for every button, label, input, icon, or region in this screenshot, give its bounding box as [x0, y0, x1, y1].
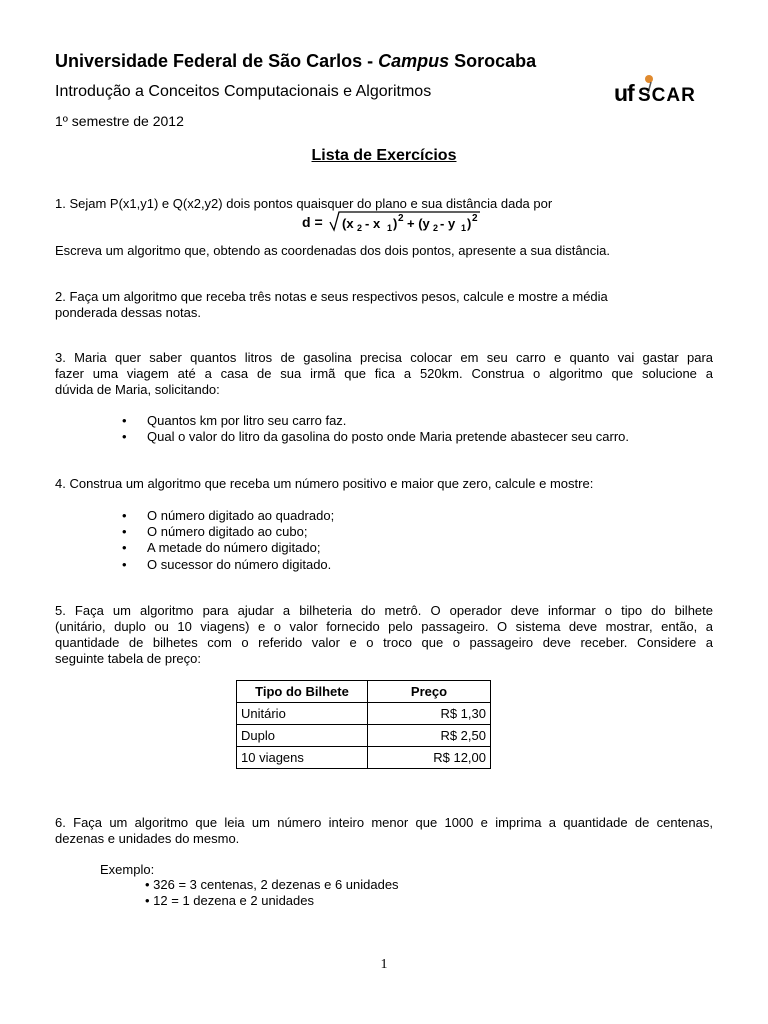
table-cell-type: 10 viagens	[237, 747, 368, 769]
svg-text:2: 2	[357, 223, 363, 233]
table-row	[237, 703, 491, 725]
ufscar-logo	[614, 70, 710, 106]
svg-text:d =: d =	[302, 214, 323, 230]
university-heading: Universidade Federal de São Carlos - Campus Sorocaba	[55, 51, 537, 71]
distance-formula	[302, 210, 482, 237]
svg-text:2: 2	[398, 213, 404, 224]
exercise-6-text: 6. Faça um algoritmo que leia um número inteiro menor que 1000 e imprima a quantidade de centenas, dezenas e unidades do mesmo.	[55, 815, 713, 846]
example-item: • 326 = 3 centenas, 2 dezenas e 6 unidades	[145, 877, 399, 892]
svg-text:+ (y: + (y	[407, 216, 430, 231]
ticket-price-table	[236, 680, 491, 769]
svg-text:- x: - x	[365, 216, 381, 231]
table-cell-price: R$ 2,50	[368, 725, 491, 747]
exercise-3-bullet: • Quantos km por litro seu carro faz.	[122, 413, 347, 428]
page-number: 1	[380, 957, 388, 972]
svg-text:SCAR: SCAR	[638, 85, 696, 106]
exercise-5-text: 5. Faça um algoritmo para ajudar a bilheteria do metrô. O operador deve informar o tipo do bilhete (unitário, duplo ou 10 viagens) e o valor fornecido pelo passageiro. O sistema deve mostrar, então, a quantidade de bilhetes com o referido valor e o troco que o passageiro deve receber. Considere a seguinte tabela de preço:	[55, 603, 713, 666]
svg-text:2: 2	[433, 223, 439, 233]
campus-word: Campus	[378, 51, 450, 71]
table-cell-price: R$ 1,30	[368, 703, 491, 725]
table-row	[237, 725, 491, 747]
example-label: Exemplo:	[100, 862, 155, 877]
svg-text:): )	[467, 216, 472, 231]
exercise-4-bullet: • A metade do número digitado;	[122, 540, 321, 555]
table-cell-type: Duplo	[237, 725, 368, 747]
exercise-1-task: Escreva um algoritmo que, obtendo as coordenadas dos dois pontos, apresente a sua distância.	[55, 243, 611, 258]
svg-text:uf: uf	[614, 80, 634, 106]
exercise-3-text: 3. Maria quer saber quantos litros de gasolina precisa colocar em seu carro e quanto vai gastar para fazer uma viagem até a casa de sua irmã que fica a 520km. Construa o algoritmo que solucione a dúvida de Maria, solicitando:	[55, 350, 713, 397]
table-cell-price: R$ 12,00	[368, 747, 491, 769]
exercise-3-bullet: • Qual o valor do litro da gasolina do posto onde Maria pretende abastecer seu carro.	[122, 429, 630, 444]
svg-text:- y: - y	[440, 216, 456, 231]
svg-text:1: 1	[387, 223, 393, 233]
table-cell-type: Unitário	[237, 703, 368, 725]
exercise-4-bullet: • O número digitado ao cubo;	[122, 524, 308, 539]
course-title: Introdução a Conceitos Computacionais e Algoritmos	[55, 83, 432, 100]
exercise-4-bullet: • O número digitado ao quadrado;	[122, 508, 335, 523]
table-row	[237, 747, 491, 769]
exercise-4-bullet: • O sucessor do número digitado.	[122, 557, 332, 572]
table-header-row	[237, 681, 491, 703]
exercise-4-text: 4. Construa um algoritmo que receba um número positivo e maior que zero, calcule e mostre:	[55, 476, 594, 491]
svg-text:2: 2	[472, 213, 478, 224]
table-header-price: Preço	[368, 681, 491, 703]
exercise-1-text: 1. Sejam P(x1,y1) e Q(x2,y2) dois pontos quaisquer do plano e sua distância dada por	[55, 196, 553, 211]
example-item: • 12 = 1 dezena e 2 unidades	[145, 893, 314, 908]
svg-text:): )	[393, 216, 398, 231]
svg-text:(x: (x	[342, 216, 354, 231]
svg-text:1: 1	[461, 223, 467, 233]
semester-label: 1º semestre de 2012	[55, 113, 184, 129]
document-title: Lista de Exercícios	[311, 147, 457, 164]
table-header-type: Tipo do Bilhete	[237, 681, 368, 703]
exercise-2-text: 2. Faça um algoritmo que receba três notas e seus respectivos pesos, calcule e mostre a média ponderada dessas notas.	[55, 289, 608, 320]
